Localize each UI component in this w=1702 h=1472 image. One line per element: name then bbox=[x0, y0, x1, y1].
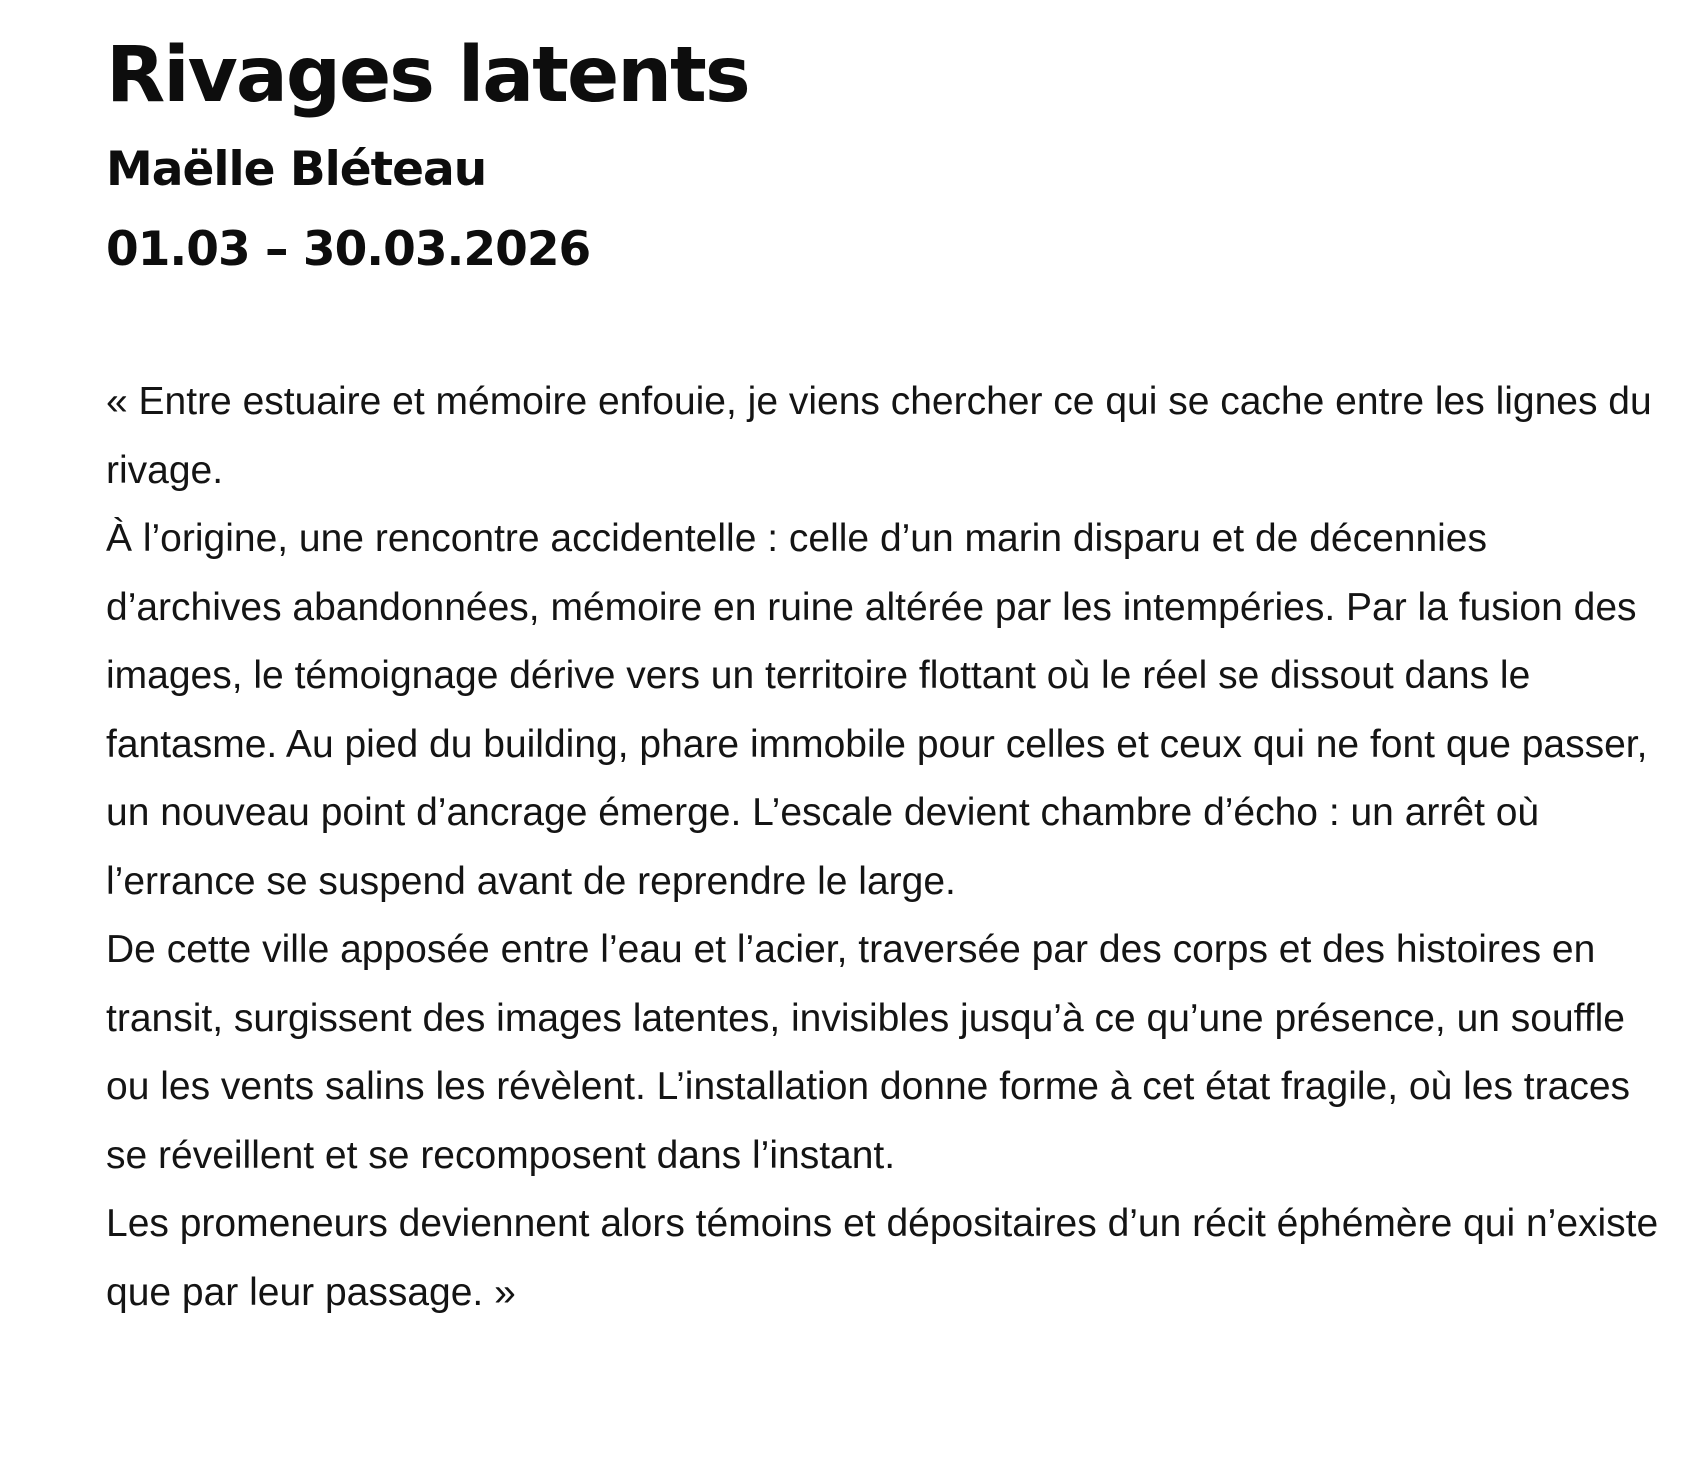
artist-name: Maëlle Bléteau bbox=[106, 142, 487, 197]
statement-paragraph: Les promeneurs deviennent alors témoins et dépositaires d’un récit éphémère qui n’existe que par leur passage. » bbox=[106, 1202, 1659, 1314]
statement-paragraph: À l’origine, une rencontre accidentelle : celle d’un marin disparu et de décennies d’archives abandonnées, mémoire en ruine altérée par les intempéries. Par la fusion des images, le témoignage dérive vers un territoire flottant où le réel se dissout dans le fantasme. Au pied du building, phare immobile pour celles et ceux qui ne font que passer, un nouveau point d’ancrage émerge. L’escale devient chambre d’écho : un arrêt où l’errance se suspend avant de reprendre le large. bbox=[106, 517, 1648, 903]
exhibition-header bbox=[106, 26, 1666, 290]
exhibition-page bbox=[106, 26, 1666, 1327]
page-title: Rivages latents bbox=[106, 31, 749, 120]
statement-paragraph: « Entre estuaire et mémoire enfouie, je viens chercher ce qui se cache entre les lignes du rivage. bbox=[106, 380, 1652, 492]
exhibition-dates: 01.03 – 30.03.2026 bbox=[106, 222, 591, 277]
artist-statement bbox=[106, 368, 1666, 1327]
statement-paragraph: De cette ville apposée entre l’eau et l’acier, traversée par des corps et des histoires en transit, surgissent des images latentes, invisibles jusqu’à ce qu’une présence, un souffle ou les vents salins les révèlent. L’installation donne forme à cet état fragile, où les traces se réveillent et se recomposent dans l’instant. bbox=[106, 928, 1631, 1177]
